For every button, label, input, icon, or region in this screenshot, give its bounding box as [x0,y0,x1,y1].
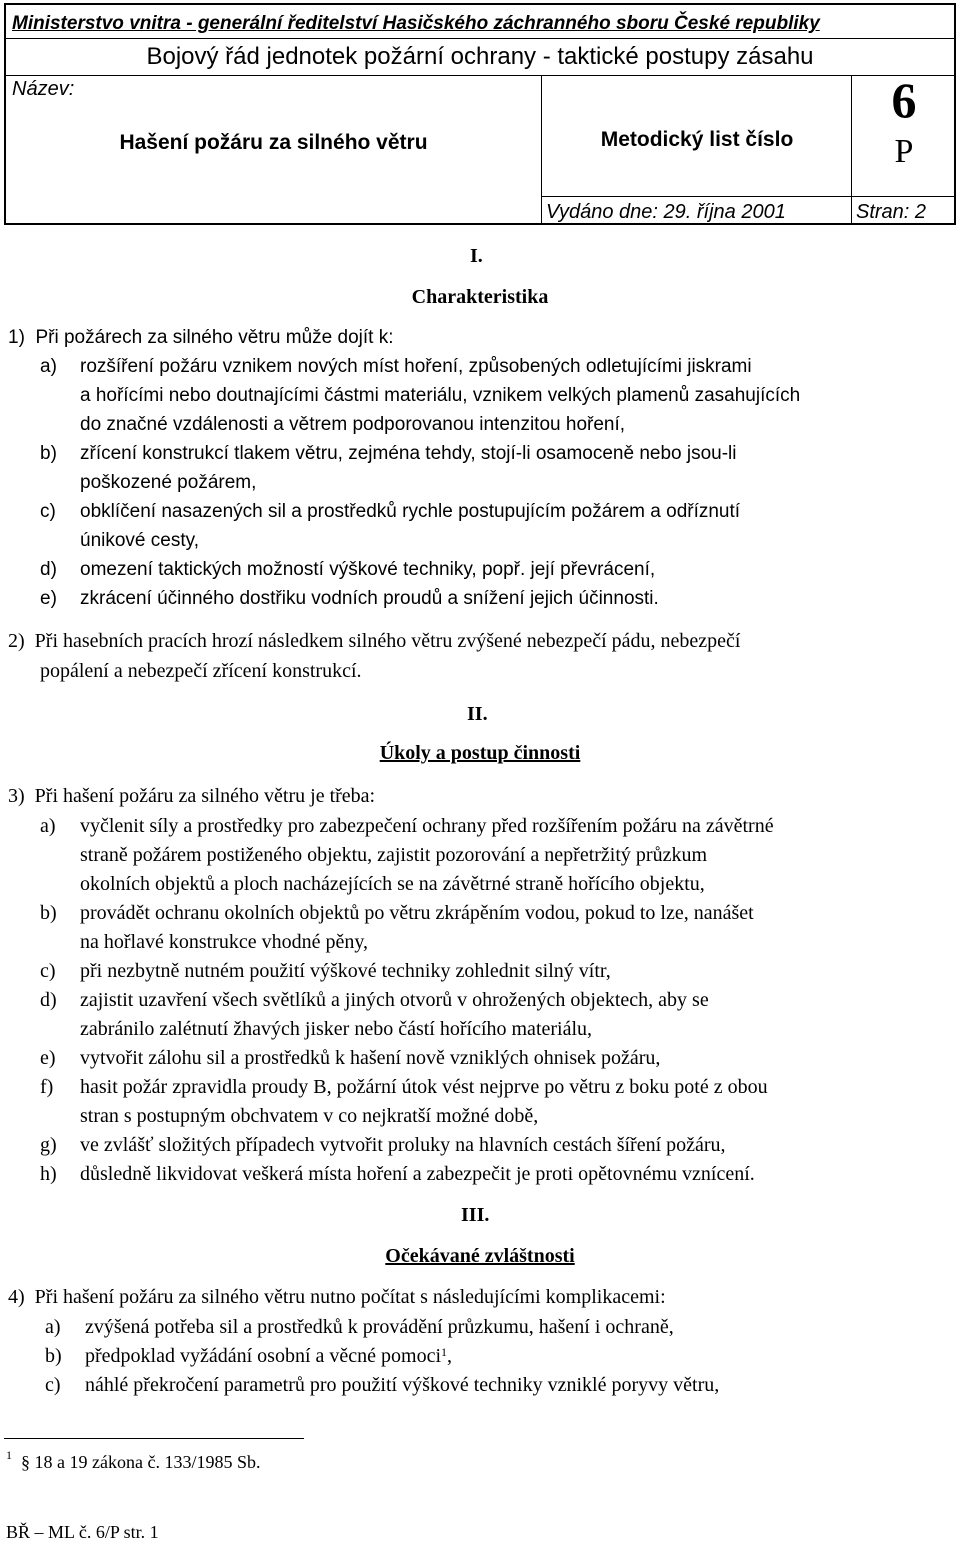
item-label: a) [40,815,56,837]
item-label: d) [40,989,57,1011]
page-footer: BŘ – ML č. 6/P str. 1 [6,1522,159,1542]
header-divider [851,196,852,223]
item-line: okolních objektů a ploch nacházejících se na závětrné straně hořícího objektu, [80,873,705,895]
item-trail: , [447,1345,452,1367]
footnote-separator [4,1438,304,1439]
item-label: c) [40,960,56,982]
item-label: g) [40,1134,57,1156]
point-number: 1) [8,327,25,348]
header-divider [6,38,954,39]
item-line: při nezbytně nutném použití výškové techniky zohlednit silný vítr, [80,960,611,982]
item-line: hasit požár zpravidla proudy B, požární útok vést nejprve po větru z boku poté z obou [80,1076,768,1098]
point-intro [8,1286,666,1308]
item-line: na hořlavé konstrukce vhodné pěny, [80,931,369,953]
footnote: $^1$ § 18 a 19 zákona č. 133/1985 Sb. [6,1448,261,1472]
item-label: h) [40,1163,57,1185]
point-text: popálení a nebezpečí zřícení konstrukcí. [40,660,362,682]
item-label: b) [40,902,57,924]
point-text: Při požárech za silného větru může dojít k: [35,327,394,348]
item-label: c) [40,501,56,522]
item-line: a hořícími nebo doutnajícími částmi materiálu, vznikem velkých plamenů zasahujících [80,385,801,406]
item-line: důsledně likvidovat veškerá místa hoření a zabezpečit je proti opětovnému vznícení. [80,1163,755,1185]
item-line: zabránilo zalétnutí žhavých jisker nebo částí hořícího materiálu, [80,1018,593,1040]
item-line: obklíčení nasazených sil a prostředků rychle postupujícím požárem a odříznutí [80,501,741,522]
item-label: a) [40,356,57,377]
section-number: II. [467,703,488,725]
name-label: Název: [12,78,75,100]
item-line: zajistit uzavření všech světlíků a jiných otvorů v ohrožených objektech, aby se [80,989,709,1011]
footnote-number: 1 [6,1448,12,1462]
sheet-letter: P [894,133,914,170]
item-label: f) [40,1076,54,1098]
item-line [85,1345,452,1367]
ministry-name: Ministerstvo vnitra - generální ředitelství Hasičského záchranného sboru České republiky [12,13,820,34]
item-line: poškozené požárem, [80,472,257,493]
point-text: Při hašení požáru za silného větru je třeba: [34,785,376,807]
name-value: Hašení požáru za silného větru [119,131,428,154]
header-divider [541,196,954,197]
document-title: Bojový řád jednotek požární ochrany - taktické postupy zásahu [146,43,814,70]
footnote-ref[interactable]: 1 [441,1345,447,1359]
item-label: b) [40,443,57,464]
point-number: 2) [8,630,25,652]
section-title: Charakteristika [411,286,549,308]
point-intro [8,785,375,807]
point-text: Při hasebních pracích hrozí následkem silného větru zvýšené nebezpečí pádu, nebezpečí [34,630,741,652]
item-label: d) [40,559,57,580]
item-line: zřícení konstrukcí tlakem větru, zejména tehdy, stojí-li osamoceně nebo jsou-li [80,443,737,464]
footnote-text: 18 a 19 zákona č. 133/1985 Sb. [34,1452,261,1472]
item-label: b) [45,1345,62,1367]
item-line: omezení taktických možností výškové techniky, popř. její převrácení, [80,559,656,580]
point-number: 3) [8,785,25,807]
item-line: náhlé překročení parametrů pro použití výškové techniky vzniklé poryvy větru, [85,1374,720,1396]
item-label: c) [45,1374,61,1396]
section-title: Úkoly a postup činnosti [379,742,581,764]
issued-date: Vydáno dne: 29. října 2001 [546,201,786,223]
header-divider [541,75,542,223]
section-number: I. [470,245,483,267]
document-header [4,3,956,225]
sheet-number: 6 [891,72,917,128]
item-label: a) [45,1316,61,1338]
item-line: vytvořit zálohu sil a prostředků k hašení nově vzniklých ohnisek požáru, [80,1047,661,1069]
item-line: do značné vzdálenosti a větrem podporovanou intenzitou hoření, [80,414,626,435]
item-line: provádět ochranu okolních objektů po větru zkrápěním vodou, pokud to lze, nanášet [80,902,754,924]
point-intro [8,327,393,349]
item-line: ve zvlášť složitých případech vytvořit proluky na hlavních cestách šíření požáru, [80,1134,726,1156]
method-sheet-label: Metodický list číslo [600,128,794,151]
item-line: zkrácení účinného dostřiku vodních proudů a snížení jejich účinnosti. [80,588,659,609]
point-number: 4) [8,1286,25,1308]
item-line: vyčlenit síly a prostředky pro zabezpečení ochrany před rozšířením požáru na závětrné [80,815,774,837]
item-line: stran s postupným obchvatem v co nejkratší možné době, [80,1105,539,1127]
item-label: e) [40,1047,56,1069]
page-count: Stran: 2 [856,201,927,223]
item-text: předpoklad vyžádání osobní a věcné pomoci [85,1345,441,1367]
item-label: e) [40,588,57,609]
section-number: III. [461,1204,490,1226]
section-title: Očekávané zvláštnosti [385,1245,575,1267]
point-intro [8,630,741,652]
item-line: straně požárem postiženého objektu, zajistit pozorování a nepřetržitý průzkum [80,844,708,866]
item-line: rozšíření požáru vznikem nových míst hoření, způsobených odletujícími jiskrami [80,356,752,377]
point-text: Při hašení požáru za silného větru nutno počítat s následujícími komplikacemi: [34,1286,666,1308]
header-divider [6,75,954,76]
item-line: zvýšená potřeba sil a prostředků k provádění průzkumu, hašení i ochraně, [85,1316,674,1338]
item-line: únikové cesty, [80,530,199,551]
